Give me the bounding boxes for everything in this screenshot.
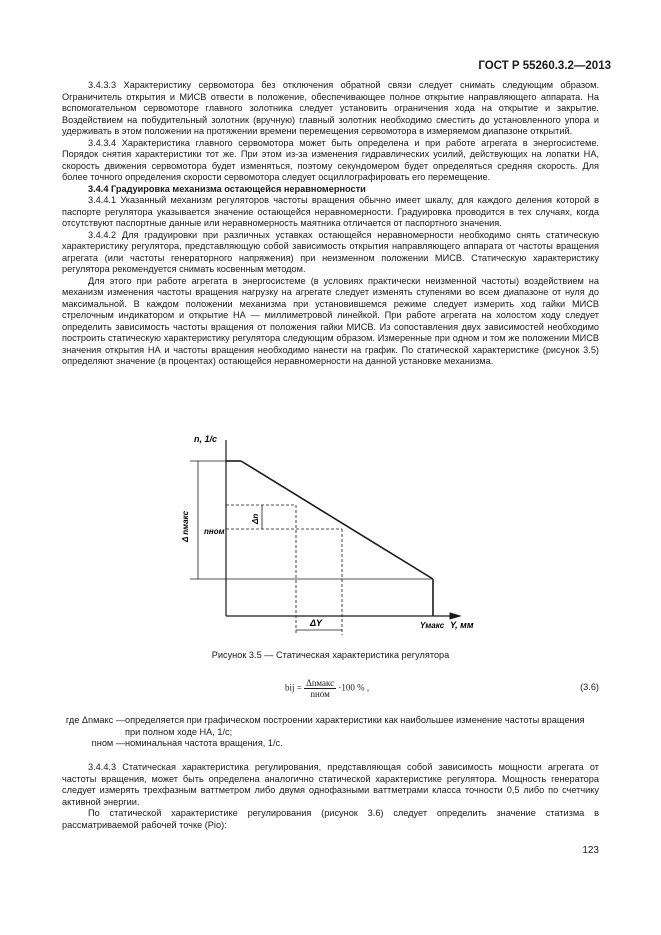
y-axis-label: n, 1/с [194,434,218,444]
paragraph: 3.4.4.1 Указанный механизм регуляторов частоты вращения обычно имеет шкалу, для каждого деления которой в паспорте регулятора указывается значение остающейся неравномерности. Градуировка проводится в тех случаях, когда отсутствуют паспортные данные или неравномерность маятника отличается от паспортного значения. [62,195,599,228]
n-nom-label: nном [204,527,225,536]
paragraph: 3.4.4.2 Для градуировки при различных уставках остающейся неравномерности необходимо снять статическую характеристику регулятора, представляющую собой зависимость открытия направляющего аппарата от частоты вращения агрегата (или частоты генераторного напряжения) при неизменном положении МИСВ. Статическую характеристику регулятора рекомендуется снимать косвенным методом. [62,229,599,274]
definition-desc: номинальная частота вращения, 1/с. [125,738,283,748]
definition-desc: определяется при графическом построении характеристики как наибольшее изменение частоты вращения при полном ходе НА, 1/с; [125,715,585,737]
paragraph: 3.4.3.3 Характеристику сервомотора без отключения обратной связи следует снимать следующим образом. Ограничитель открытия и МИСВ отвести в положение, обеспечивающее полное открытие направляющего аппарата. На вспомогательном сервомоторе главного золотника следует установить ограничения хода на открытие и закрытие. Воздействием на побудительный золотник (вручную) главный золотник необходимо сместить до установленного упора и удерживать в этом положении на протяжении времени перемещения сервомотора в измеряемом диапазоне открытий. [62,80,599,136]
equation-number: (3.6) [580,682,599,692]
paragraph: 3.4.4.3 Статическая характеристика регулирования, представляющая собой зависимость мощности агрегата от частоты вращения, может быть определена аналогично статической характеристике регулятора. Мощность генератора следует измерять трехфазным ваттметром либо двумя однофазными ваттметрами класса точности 0,5 либо по счетчику активной энергии. [62,762,599,807]
formula-lhs: bij = [285,682,302,693]
definition-row [62,738,599,750]
definitions [62,715,599,750]
page-number: 123 [582,845,599,856]
delta-nmax-label: Δ nмакс [181,510,190,542]
standard-header: ГОСТ Р 55260.3.2—2013 [478,60,611,72]
formula-denominator: nном [310,689,330,699]
paragraph: 3.4.3.4 Характеристика главного сервомотора может быть определена и при работе агрегата в энергосистеме. Порядок снятия характеристики тот же. При этом из-за изменения гидравлических усилий, действующих на лопатки НА, скорость движения сервомотора будет изменяться, поэтому секундомером будет определяться средняя скорость. Для более точного определения скорости сервомотора следует осциллографировать его перемещение. [62,137,599,182]
characteristic-line [241,461,433,579]
figure-caption: Рисунок 3.5 — Статическая характеристика регулятора [211,650,450,660]
definition-row [62,715,599,738]
formula-fraction [304,678,336,699]
body-text-bottom [62,762,599,831]
static-characteristic-figure [150,430,480,640]
formula-3-6 [285,678,369,699]
formula-tail: ·100 % , [338,682,370,693]
delta-y-label: ΔY [310,618,323,628]
x-axis-label: Y, мм [450,620,474,630]
ymax-label: Yмакс [420,621,445,630]
formula-numerator: Δnмакс [306,678,335,688]
paragraph: По статической характеристике регулирования (рисунок 3.6) следует определить значение статизма в рассматриваемой рабочей точке (Pio): [62,808,599,830]
definition-term: где Δnмакс — [65,715,125,725]
section-heading: 3.4.4 Градуировка механизма остающейся неравномерности [88,183,366,194]
definition-term: nном — [91,738,125,748]
paragraph: Для этого при работе агрегата в энергосистеме (в условиях практически неизменной частоты) воздействием на механизм изменения частоты вращения нагрузку на агрегате следует изменять ступенями во всем диапазоне от нуля до максимальной. В каждом положении механизма при установившемся режиме следует измерить ход гайки МИСВ стрелочным индикатором и открытие НА — миллиметровой линейкой. При работе агрегата на холостом ходу следует определить зависимость частоты вращения от положения гайки МИСВ. Из сопоставления двух зависимостей необходимо построить статическую характеристику регулятора следующим образом. Измеренные при одном и том же положении МИСВ значения открытия НА и частоты вращения необходимо нанести на график. По статической характеристике (рисунок 3.5) определяют значение (в процентах) остающейся неравномерности на данной установке механизма. [62,275,599,366]
x-axis-arrow [450,613,460,619]
delta-n-label: Δn [251,513,260,524]
body-text-top [62,80,599,368]
